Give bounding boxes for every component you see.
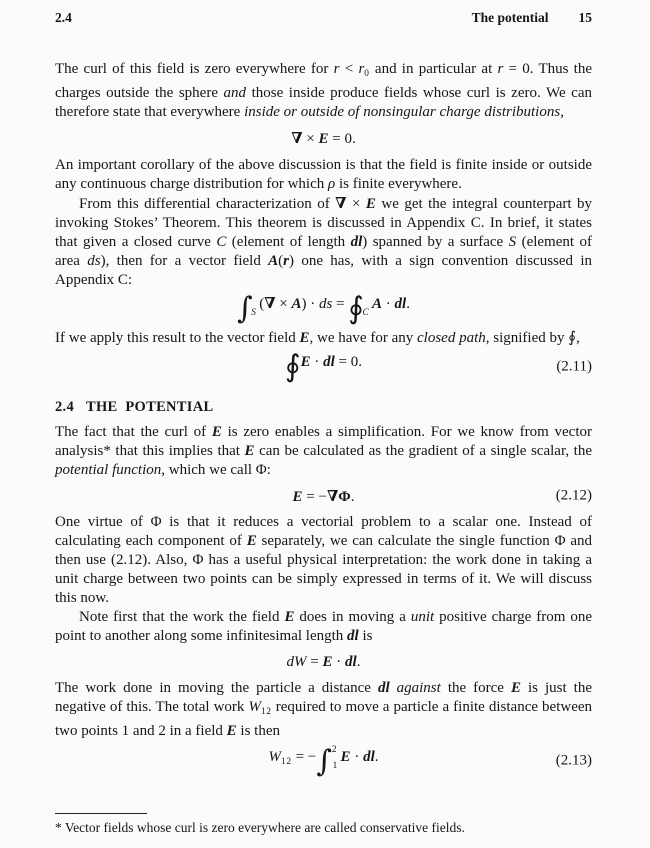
text-run: the force <box>440 680 511 697</box>
text-run: = 0. <box>334 353 363 370</box>
text-run: E <box>226 722 237 739</box>
text-run: C <box>362 307 369 318</box>
text-run: E <box>211 423 222 440</box>
text-run: ∇ <box>326 486 339 505</box>
text-run: . <box>350 488 355 505</box>
text-run: is <box>358 628 373 645</box>
text-run: = − <box>302 488 327 505</box>
text-run: separately, we can calculate the single function Φ and then use (2.12). Also, Φ has a useful physical interpretation: the work done in taking a unit charge between two points can be simply expressed in terms of it. We will discuss this now. <box>55 533 593 607</box>
text-run: = − <box>291 748 317 765</box>
text-run: r <box>333 61 340 77</box>
equation-dw <box>55 653 592 672</box>
text-run: S <box>508 233 517 250</box>
text-run: < <box>339 61 359 77</box>
text-run: , we have for any <box>309 329 417 346</box>
paragraph-note-first <box>55 608 592 646</box>
text-run: r <box>497 61 504 77</box>
text-run: 0 <box>364 68 370 79</box>
equation-2-13 <box>55 745 592 777</box>
equation-curl-e-zero <box>55 129 592 149</box>
text-run: · <box>350 748 364 765</box>
text-run: ∮ <box>568 327 577 346</box>
header-section-number: 2.4 <box>55 10 72 25</box>
text-run: dl <box>350 233 363 250</box>
equation-2-11-body <box>284 348 363 384</box>
text-run: E <box>244 442 255 459</box>
paragraph-curl-zero <box>55 60 592 122</box>
text-run: E <box>246 533 257 550</box>
text-run: is zero enables a simplification. For we know from vector analysis* that this implies that <box>55 423 592 459</box>
text-run: . <box>356 654 361 671</box>
text-run: Note first that the work the field <box>79 609 285 626</box>
equation-2-12 <box>55 487 592 507</box>
paragraph-curl-simplification <box>55 423 592 480</box>
text-run: those inside produce fields whose curl is zero. We can therefore state that everywhere <box>55 84 592 120</box>
text-run: dl <box>363 748 375 765</box>
text-run: , which we call Φ: <box>161 461 271 478</box>
text-run: E <box>510 680 521 697</box>
text-run: does in moving a <box>294 609 411 626</box>
text-run: E <box>340 748 351 765</box>
running-header <box>55 10 592 26</box>
text-run: and <box>223 84 247 101</box>
text-run: E <box>365 195 376 212</box>
equation-number-2-11: (2.11) <box>556 358 592 375</box>
text-run: ∇ <box>291 128 303 147</box>
text-run: unit <box>410 609 435 626</box>
text-run: potential function <box>55 461 162 478</box>
text-run: A <box>268 252 279 269</box>
text-run: ∫ <box>237 290 253 326</box>
text-run: dl <box>377 680 390 697</box>
text-run: is finite everywhere. <box>335 175 462 192</box>
text-run: dl <box>345 654 357 671</box>
text-run: ∮ <box>284 348 301 384</box>
text-run: 12 <box>260 706 272 717</box>
text-run: ∇ <box>335 193 347 212</box>
footnote-text: * Vector fields whose curl is zero everywhere are called conservative fields. <box>55 820 465 835</box>
text-run: The fact that the curl of <box>55 423 212 440</box>
text-run: ) one has, with a sign convention discussed in Appendix C: <box>55 252 593 288</box>
text-run: against <box>396 680 441 697</box>
text-run: ∇ <box>264 293 276 312</box>
section-heading-the-potential <box>55 398 592 417</box>
text-run: ), then for a vector field <box>100 252 269 269</box>
header-page-number: 15 <box>578 10 592 25</box>
text-run: , <box>560 103 564 120</box>
equation-2-11 <box>55 348 592 384</box>
text-run: ∮ <box>348 290 364 326</box>
text-run: · <box>310 353 324 370</box>
text-run: . <box>374 748 379 765</box>
equation-2-12-body <box>292 486 355 505</box>
section-heading-title: THE POTENTIAL <box>86 398 214 415</box>
text-run: An important corollary of the above discussion is that the field is finite inside or outside any continuous charge distribution for which <box>55 156 592 192</box>
equation-stokes <box>55 290 592 326</box>
text-run: E <box>300 353 311 370</box>
text-run: ds <box>87 252 101 269</box>
text-run: dl <box>394 295 407 312</box>
text-run: (element of area <box>55 233 592 269</box>
text-run: 1 <box>332 760 338 771</box>
footnote-rule <box>55 813 147 814</box>
text-run: positive charge from one point to another along some infinitesimal length <box>55 609 593 645</box>
text-run: C <box>216 233 227 250</box>
text-run <box>390 680 397 696</box>
text-run: r <box>283 252 290 269</box>
text-run: (element of length <box>226 233 351 250</box>
text-run: From this differential characterization of <box>79 195 336 212</box>
text-run: can be calculated as the gradient of a single scalar, the <box>254 442 592 459</box>
text-run: , signified by <box>485 329 569 346</box>
text-run: we get the integral counterpart by invoking Stokes’ Theorem. This theorem is discussed in Appendix C. In brief, it states that given a closed curve <box>55 195 592 250</box>
equation-number-2-12: (2.12) <box>555 488 592 505</box>
text-run: · <box>332 654 346 671</box>
paragraph-work-done <box>55 679 592 741</box>
header-right-group <box>472 10 592 26</box>
equation-number-2-13: (2.13) <box>555 752 592 769</box>
text-run: S <box>251 307 256 318</box>
text-run: = 0. <box>328 130 356 147</box>
text-run: r <box>358 61 365 77</box>
text-run: ( <box>278 252 284 269</box>
section-heading-number: 2.4 <box>55 398 74 415</box>
text-run: is then <box>236 722 281 739</box>
text-run: One virtue of Φ is that it reduces a vectorial problem to a scalar one. Instead of calculating each component of <box>55 514 592 550</box>
text-run: closed path <box>417 329 486 346</box>
text-run: dl <box>347 628 359 645</box>
page-body <box>55 26 592 781</box>
footnote-block <box>55 813 592 836</box>
text-run: The work done in moving the particle a distance <box>55 680 378 697</box>
paragraph-stokes-theorem <box>55 194 592 290</box>
paragraph-apply-result <box>55 328 592 348</box>
text-run: and in particular at <box>369 61 498 77</box>
text-run: 12 <box>281 756 292 767</box>
text-run: , <box>576 329 580 346</box>
text-run: inside or outside of nonsingular charge distributions <box>244 103 561 120</box>
text-run: ) spanned by a surface <box>362 233 509 250</box>
text-run: ) · <box>301 295 319 312</box>
text-run: W <box>248 699 261 716</box>
text-run: · <box>382 295 395 312</box>
text-run: is just the negative of this. The total work <box>55 680 592 716</box>
text-run: × <box>346 195 366 212</box>
text-run: ∫ <box>316 743 332 779</box>
text-run: A <box>372 295 383 312</box>
text-run: ds <box>318 295 333 312</box>
text-run: If we apply this result to the vector field <box>55 329 300 346</box>
text-run: = <box>332 295 349 312</box>
text-run: ρ <box>328 175 336 192</box>
text-run: E <box>292 488 303 505</box>
text-run: E <box>299 329 310 346</box>
text-run: required to move a particle a finite distance between two points 1 and 2 in a field <box>55 699 593 739</box>
text-run: × <box>275 295 292 312</box>
equation-2-13-body <box>268 743 379 779</box>
text-run: 2 <box>331 744 337 755</box>
text-run: dl <box>323 353 335 370</box>
text-run: . <box>406 295 410 312</box>
text-run: The curl of this field is zero everywhere for <box>55 61 334 77</box>
text-run: ( <box>259 295 265 312</box>
text-run: Φ <box>338 488 351 505</box>
paragraph-corollary <box>55 156 592 194</box>
text-run: W <box>268 748 282 765</box>
text-run: E <box>322 654 333 671</box>
text-run: E <box>284 609 295 626</box>
text-run: × <box>302 130 319 147</box>
paragraph-virtue-of-phi <box>55 513 592 608</box>
text-run: E <box>318 130 329 147</box>
header-chapter-title: The potential <box>471 10 549 25</box>
text-run: A <box>291 295 302 312</box>
text-run: = <box>306 654 323 671</box>
text-run: dW <box>286 654 307 671</box>
text-run: = 0. Thus the charges outside the sphere <box>55 61 593 101</box>
